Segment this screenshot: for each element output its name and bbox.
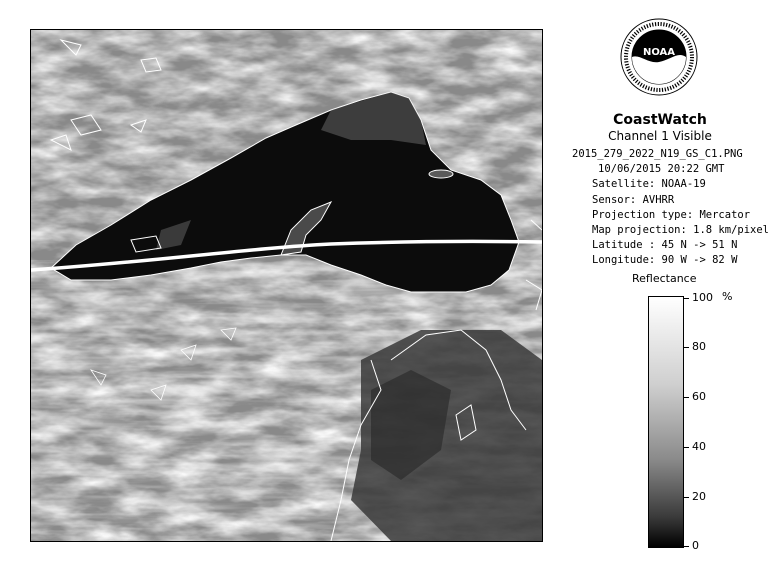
- legend-tick-label: 40: [692, 440, 706, 453]
- legend-tick: [684, 546, 689, 547]
- satellite-text: Satellite: NOAA-19: [592, 178, 706, 191]
- noaa-logo-text: NOAA: [642, 47, 676, 58]
- metadata-block: [572, 147, 770, 269]
- satellite-image: [30, 29, 543, 542]
- datetime-text: 10/06/2015 20:22 GMT: [598, 163, 725, 176]
- projection-type-text: Projection type: Mercator: [592, 208, 751, 221]
- reflectance-colorbar: [648, 296, 684, 548]
- map-projection-text: Map projection: 1.8 km/pixel: [592, 224, 770, 237]
- legend-tick-label: 60: [692, 390, 706, 403]
- longitude-text: Longitude: 90 W -> 82 W: [592, 254, 738, 267]
- coastwatch-title: CoastWatch: [613, 112, 707, 128]
- legend-unit: %: [722, 290, 733, 303]
- legend-tick: [684, 397, 689, 398]
- legend-tick-label: 80: [692, 340, 706, 353]
- channel-label: Channel 1 Visible: [608, 129, 712, 143]
- legend-tick: [684, 347, 689, 348]
- filename-text: 2015_279_2022_N19_GS_C1.PNG: [572, 148, 743, 160]
- legend-tick: [684, 497, 689, 498]
- legend-title: Reflectance: [632, 272, 697, 285]
- legend-tick-label: 0: [692, 539, 699, 552]
- noaa-logo: [620, 18, 698, 96]
- legend-tick: [684, 447, 689, 448]
- legend-tick-label: 100: [692, 291, 713, 304]
- sensor-text: Sensor: AVHRR: [592, 193, 675, 206]
- legend-tick: [684, 298, 689, 299]
- latitude-text: Latitude : 45 N -> 51 N: [592, 239, 738, 252]
- legend-tick-label: 20: [692, 490, 706, 503]
